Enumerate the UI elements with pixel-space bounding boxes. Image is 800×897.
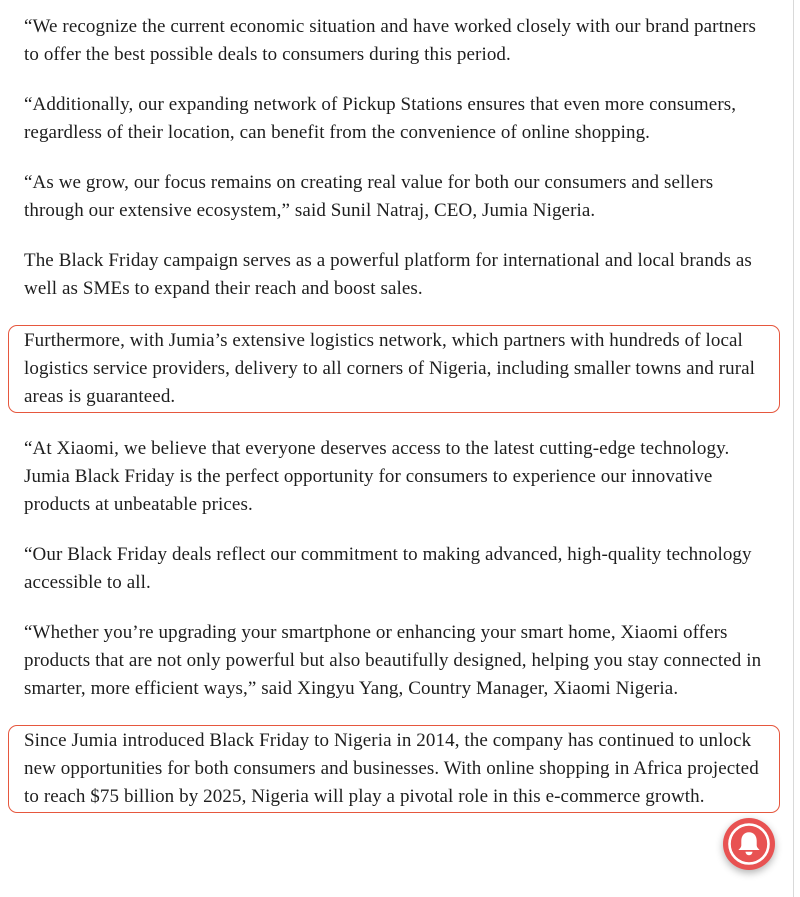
highlighted-paragraph: Since Jumia introduced Black Friday to Nigeria in 2014, the company has continued to unlock new opportunities for both consumers and businesses. With online shopping in Africa projected to reach $75 billion by 2025, Nigeria will play a pivotal role in this e-commerce growth. xyxy=(8,725,780,813)
article-paragraph: “Our Black Friday deals reflect our commitment to making advanced, high-quality technology accessible to all. xyxy=(24,544,752,593)
article-paragraph: “We recognize the current economic situation and have worked closely with our brand partners to offer the best possible deals to consumers during this period. xyxy=(24,16,757,65)
article-paragraph: “As we grow, our focus remains on creating real value for both our consumers and sellers through our extensive ecosystem,” said Sunil Natraj, CEO, Jumia Nigeria. xyxy=(24,172,714,221)
article-paragraph: “Whether you’re upgrading your smartphone or enhancing your smart home, Xiaomi offers products that are not only powerful but also beautifully designed, helping you stay connected in smarter, more efficient ways,” said Xingyu Yang, Country Manager, Xiaomi Nigeria. xyxy=(24,622,762,699)
bell-icon xyxy=(723,818,775,870)
article-paragraph: “Additionally, our expanding network of Pickup Stations ensures that even more consumers, regardless of their location, can benefit from the convenience of online shopping. xyxy=(24,94,737,143)
highlighted-paragraph: Furthermore, with Jumia’s extensive logistics network, which partners with hundreds of local logistics service providers, delivery to all corners of Nigeria, including smaller towns and rural areas is guaranteed. xyxy=(8,325,780,413)
article-paragraph: “At Xiaomi, we believe that everyone deserves access to the latest cutting-edge technology. Jumia Black Friday is the perfect opportunity for consumers to experience our innovative products at unbeatable prices. xyxy=(24,438,730,515)
notification-bell-button[interactable] xyxy=(723,818,775,870)
article-paragraph: The Black Friday campaign serves as a powerful platform for international and local brands as well as SMEs to expand their reach and boost sales. xyxy=(24,250,752,299)
article-body xyxy=(8,0,780,813)
page-edge-divider xyxy=(793,0,794,897)
